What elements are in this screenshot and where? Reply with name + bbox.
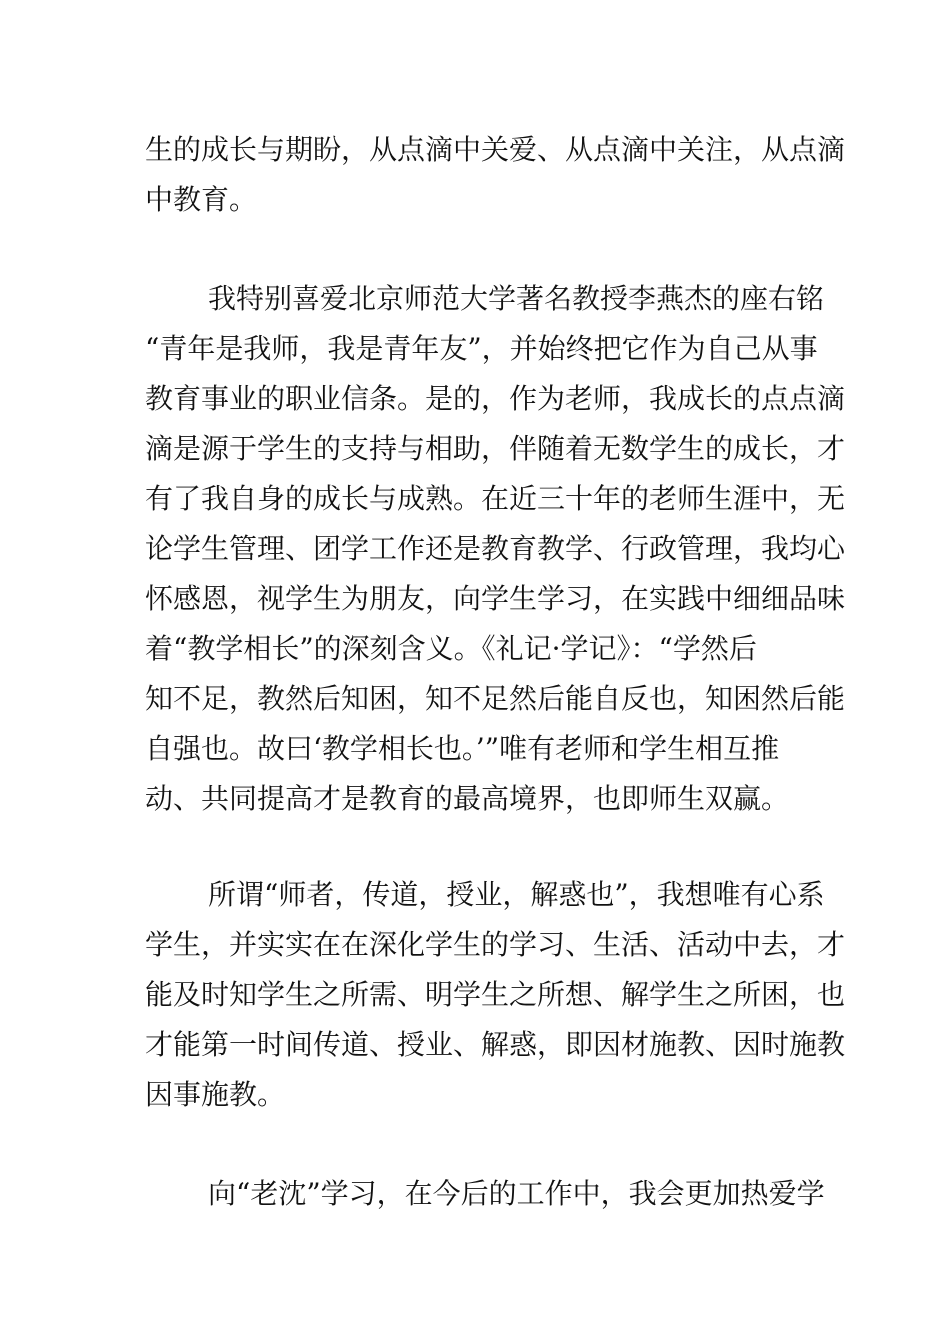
paragraph-2-line-6: 论学生管理、团学工作还是教育教学、行政管理，我均心 (145, 532, 846, 565)
paragraph-4-line-1: 向“老沈”学习，在今后的工作中，我会更加热爱学 (208, 1177, 825, 1210)
paragraph-3-line-1: 所谓“师者，传道，授业，解惑也”，我想唯有心系 (208, 878, 825, 911)
paragraph-2-line-8: 着“教学相长”的深刻含义。《礼记·学记》：“学然后 (145, 632, 757, 665)
paragraph-2-line-5: 有了我自身的成长与成熟。在近三十年的老师生涯中，无 (145, 482, 846, 515)
paragraph-1-line-2: 中教育。 (145, 183, 258, 216)
paragraph-3-line-5: 因事施教。 (145, 1078, 286, 1111)
paragraph-2-line-4: 滴是源于学生的支持与相助，伴随着无数学生的成长，才 (145, 432, 846, 465)
paragraph-2-line-3: 教育事业的职业信条。是的，作为老师，我成长的点点滴 (145, 382, 846, 415)
paragraph-3-line-4: 才能第一时间传道、授业、解惑，即因材施教、因时施教 (145, 1028, 846, 1061)
paragraph-3-line-3: 能及时知学生之所需、明学生之所想、解学生之所困，也 (145, 978, 846, 1011)
paragraph-2-line-1: 我特别喜爱北京师范大学著名教授李燕杰的座右铭 (208, 282, 825, 315)
paragraph-2-line-11: 动、共同提高才是教育的最高境界，也即师生双赢。 (145, 782, 790, 815)
paragraph-2-line-7: 怀感恩，视学生为朋友，向学生学习，在实践中细细品味 (145, 582, 846, 615)
paragraph-2-line-10: 自强也。故曰‘教学相长也。’”唯有老师和学生相互推 (145, 732, 780, 765)
paragraph-1-line-1: 生的成长与期盼，从点滴中关爱、从点滴中关注，从点滴 (145, 133, 846, 166)
paragraph-2-line-9: 知不足，教然后知困，知不足然后能自反也，知困然后能 (145, 682, 846, 715)
paragraph-3-line-2: 学生，并实实在在深化学生的学习、生活、活动中去，才 (145, 928, 846, 961)
paragraph-2-line-2: “青年是我师，我是青年友”，并始终把它作为自己从事 (145, 332, 818, 365)
